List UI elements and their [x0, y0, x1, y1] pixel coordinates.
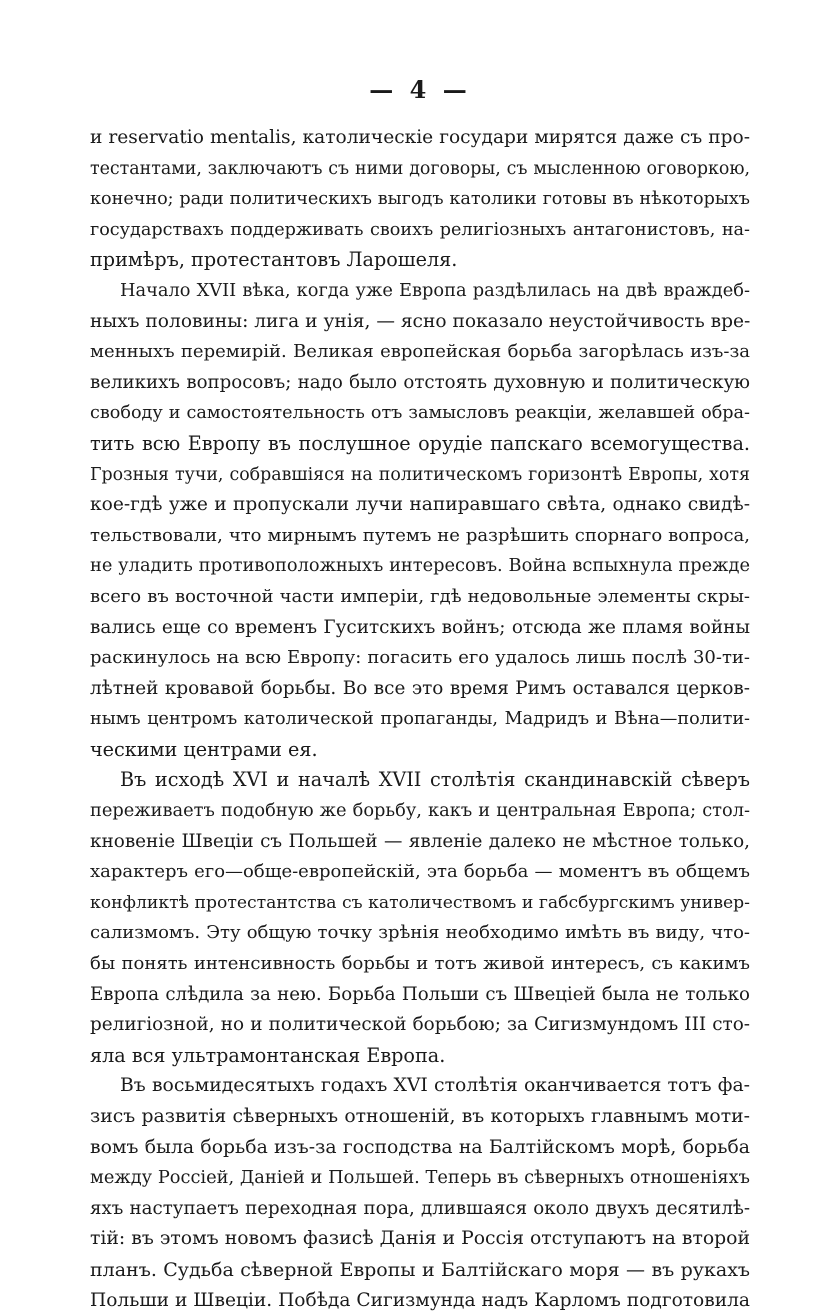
text-line: свободу и самостоятельность отъ замысловъ реакціи, желавшей обра-	[90, 403, 750, 424]
text-line: ческими центрами ея.	[90, 737, 318, 761]
page-number: — 4 —	[369, 75, 471, 104]
text-line: кое-гдѣ уже и пропускали лучи напиравшаго свѣта, однако свидѣ-	[90, 494, 750, 516]
text-line: Въ исходѣ XVI и началѣ XVII столѣтія скандинавскій сѣверъ	[120, 768, 750, 792]
text-line: нымъ центромъ католической пропаганды, Мадридъ и Вѣна—полити-	[90, 709, 750, 730]
text-line: государствахъ поддерживать своихъ религіозныхъ антагонистовъ, на-	[90, 219, 750, 240]
text-line: Въ восьмидесятыхъ годахъ XVI столѣтія оканчивается тотъ фа-	[120, 1075, 750, 1097]
text-line: лѣтней кровавой борьбы. Во все это время Римъ оставался церков-	[90, 677, 750, 699]
text-line: конечно; ради политическихъ выгодъ католики готовы въ нѣкоторыхъ	[90, 189, 750, 210]
text-line: раскинулось на всю Европу: погасить его удалось лишь послѣ 30-ти-	[90, 647, 750, 669]
text-line: и reservatio mentalis, католическіе государи мирятся даже съ про-	[90, 127, 750, 148]
text-line: между Россіей, Даніей и Польшей. Теперь въ сѣверныхъ отношеніяхъ	[90, 1167, 750, 1189]
text-line: тить всю Европу въ послушное орудіе папскаго всемогущества.	[90, 431, 750, 455]
text-line: тестантами, заключаютъ съ ними договоры, съ мысленною оговоркою,	[90, 158, 750, 179]
text-line: всего въ восточной части имперіи, гдѣ недовольные элементы скры-	[90, 585, 750, 607]
text-line: сализмомъ. Эту общую точку зрѣнія необходимо имѣть въ виду, что-	[90, 922, 750, 944]
text-line: тельствовали, что мирнымъ путемъ не разрѣшить спорнаго вопроса,	[90, 524, 750, 546]
text-line: примѣръ, протестантовъ Ларошеля.	[90, 248, 458, 272]
text-line: планъ. Судьба сѣверной Европы и Балтійскаго моря — въ рукахъ	[90, 1258, 750, 1281]
text-line: религіозной, но и политической борьбою; за Сигизмундомъ III сто-	[90, 1014, 750, 1036]
text-line: Польши и Швеціи. Побѣда Сигизмунда надъ Карломъ подготовила	[90, 1289, 750, 1311]
text-line: менныхъ перемирій. Великая европейская борьба загорѣлась изъ-за	[90, 341, 750, 363]
text-line: ныхъ половины: лига и унія, — ясно показало неустойчивость вре-	[90, 310, 751, 332]
text-line: зисъ развитія сѣверныхъ отношеній, въ которыхъ главнымъ моти-	[90, 1106, 750, 1127]
text-line: переживаетъ подобную же борьбу, какъ и центральная Европа; стол-	[90, 800, 750, 822]
text-line: не уладить противоположныхъ интересовъ. Война вспыхнула прежде	[90, 555, 750, 577]
text-line: кновеніе Швеціи съ Польшей — явленіе далеко не мѣстное только,	[90, 830, 750, 852]
text-line: бы понять интенсивность борьбы и тотъ живой интересъ, съ какимъ	[90, 953, 750, 975]
text-line: Грозныя тучи, собравшіяся на политическомъ горизонтѣ Европы, хотя	[90, 464, 750, 485]
text-line: Начало XVII вѣка, когда уже Европа раздѣлилась на двѣ враждеб-	[120, 279, 750, 301]
text-line: характеръ его—обще-европейскій, эта борьба — моментъ въ общемъ	[90, 861, 750, 883]
text-line: вались еще со временъ Гуситскихъ войнъ; отсюда же пламя войны	[90, 616, 750, 638]
text-line: вомъ была борьба изъ-за господства на Балтійскомъ морѣ, борьба	[90, 1136, 750, 1158]
text-line: яла вся ультрамонтанская Европа.	[90, 1043, 446, 1067]
text-line: тій: въ этомъ новомъ фазисѣ Данія и Россія отступаютъ на второй	[90, 1228, 750, 1250]
body-text	[90, 123, 750, 1316]
text-line: конфликтѣ протестантства съ католичествомъ и габсбургскимъ универ-	[90, 892, 750, 913]
text-line: великихъ вопросовъ; надо было отстоять духовную и политическую	[90, 371, 750, 393]
text-line: яхъ наступаетъ переходная пора, длившаяся около двухъ десятилѣ-	[90, 1197, 750, 1219]
text-line: Европа слѣдила за нею. Борьба Польши съ Швеціей была не только	[90, 983, 750, 1005]
